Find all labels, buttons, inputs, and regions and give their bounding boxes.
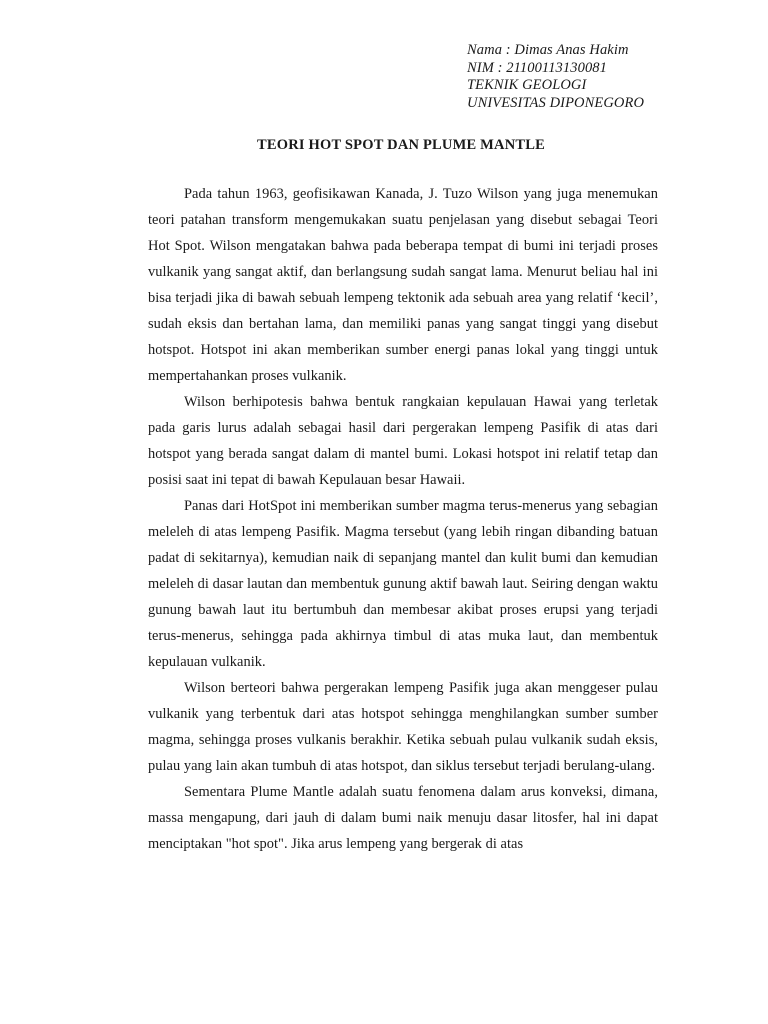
- author-info-block: [467, 42, 644, 112]
- student-id: NIM : 21100113130081: [467, 59, 608, 76]
- university: UNIVESITAS DIPONEGORO: [467, 94, 645, 111]
- paragraph: Sementara Plume Mantle adalah suatu fenomena dalam arus konveksi, dimana, massa mengapung, dari jauh di dalam bumi naik menuju dasar litosfer, hal ini dapat menciptakan "hot spot". Jika arus lempeng yang bergerak di atas: [148, 784, 658, 852]
- paragraph: Wilson berhipotesis bahwa bentuk rangkaian kepulauan Hawai yang terletak pada garis lurus adalah sebagai hasil dari pergerakan lempeng Pasifik di atas dari hotspot yang berada sangat dalam di mantel bumi. Lokasi hotspot ini relatif tetap dan posisi saat ini tepat di bawah Kepulauan besar Hawaii.: [148, 394, 658, 488]
- paragraph: Pada tahun 1963, geofisikawan Kanada, J. Tuzo Wilson yang juga menemukan teori patahan transform mengemukakan suatu penjelasan yang disebut sebagai Teori Hot Spot. Wilson mengatakan bahwa pada beberapa tempat di bumi ini terjadi proses vulkanik yang sangat aktif, dan berlangsung sudah sangat lama. Menurut beliau hal ini bisa terjadi jika di bawah sebuah lempeng tektonik ada sebuah area yang relatif ‘kecil’, sudah eksis dan bertahan lama, dan memiliki panas yang sangat tinggi yang disebut hotspot. Hotspot ini akan memberikan sumber energi panas lokal yang tinggi untuk mempertahankan proses vulkanik.: [148, 186, 658, 384]
- paragraph: Wilson berteori bahwa pergerakan lempeng Pasifik juga akan menggeser pulau vulkanik yang terbentuk dari atas hotspot sehingga menghilangkan sumber sumber magma, sehingga proses vulkanis berakhir. Ketika sebuah pulau vulkanik sudah eksis, pulau yang lain akan tumbuh di atas hotspot, dan siklus tersebut terjadi berulang-ulang.: [148, 680, 658, 774]
- document-body: [148, 181, 658, 857]
- paragraph: Panas dari HotSpot ini memberikan sumber magma terus-menerus yang sebagian meleleh di atas lempeng Pasifik. Magma tersebut (yang lebih ringan dibanding batuan padat di sekitarnya), kemudian naik di sepanjang mantel dan kulit bumi dan kemudian meleleh di dasar lautan dan membentuk gunung aktif bawah laut. Seiring dengan waktu gunung bawah laut itu bertumbuh dan membesar akibat proses erupsi yang terjadi terus-menerus, sehingga pada akhirnya timbul di atas muka laut, dan membentuk kepulauan vulkanik.: [148, 498, 658, 670]
- department: TEKNIK GEOLOGI: [467, 77, 587, 93]
- author-name: Nama : Dimas Anas Hakim: [467, 42, 629, 58]
- document-title: TEORI HOT SPOT DAN PLUME MANTLE: [256, 137, 546, 153]
